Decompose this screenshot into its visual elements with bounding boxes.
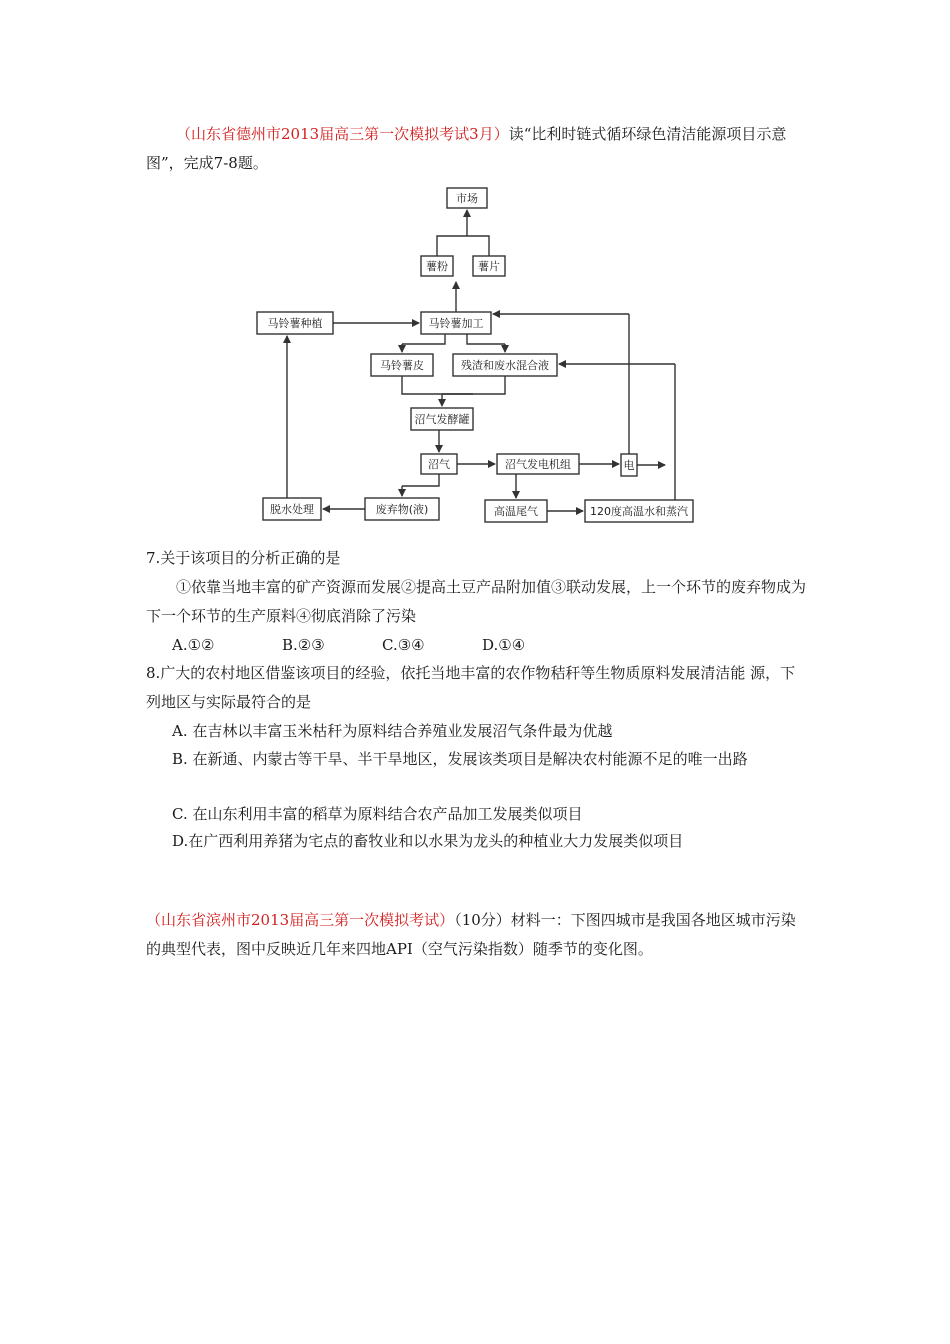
node-dewater xyxy=(263,498,321,520)
node-mix xyxy=(453,354,557,376)
node-generator xyxy=(497,454,579,474)
q8-stem: 8.广大的农村地区借鉴该项目的经验，依托当地丰富的农作物秸秆等生物质原料发展清洁能 源，下列地区与实际最符合的是 xyxy=(146,664,796,711)
svg-text:废弃物(液): 废弃物(液) xyxy=(375,503,429,516)
q8-option-b[interactable]: B. 在新通、内蒙古等干旱、半干旱地区，发展该类项目是解决农村能源不足的唯一出路 xyxy=(172,750,748,768)
node-planting xyxy=(257,312,333,334)
intro-text: 读“比利时链式循环绿色清洁能源项目示意图”，完成7-8题。 xyxy=(146,125,787,172)
node-starch xyxy=(421,256,453,276)
q7-options xyxy=(172,631,525,659)
svg-text:电: 电 xyxy=(623,459,635,472)
q7-stem: 7.关于该项目的分析正确的是 xyxy=(146,549,341,567)
svg-text:残渣和废水混合液: 残渣和废水混合液 xyxy=(461,359,549,372)
node-digester xyxy=(411,408,473,430)
svg-text:脱水处理: 脱水处理 xyxy=(270,503,314,516)
svg-text:沼气发酵罐: 沼气发酵罐 xyxy=(414,413,470,426)
material-source: （山东省滨州市2013届高三第一次模拟考试） xyxy=(146,911,455,929)
svg-text:120度高温水和蒸汽: 120度高温水和蒸汽 xyxy=(590,505,688,518)
svg-text:高温尾气: 高温尾气 xyxy=(494,505,538,518)
svg-text:薯粉: 薯粉 xyxy=(426,260,448,273)
q7-option-b[interactable]: B.②③ xyxy=(282,636,325,654)
svg-text:马铃薯加工: 马铃薯加工 xyxy=(428,317,484,330)
node-hotwater xyxy=(585,500,693,522)
q7-option-c[interactable]: C.③④ xyxy=(382,636,425,654)
material-text: （10分）材料一：下图四城市是我国各地区城市污染的典型代表，图中反映近几年来四地API（空气污染指数）随季节的变化图。 xyxy=(146,911,796,958)
node-chips xyxy=(473,256,505,276)
q8-option-d[interactable]: D.在广西利用养猪为宅点的畜牧业和以水果为龙头的种植业大力发展类似项目 xyxy=(172,832,684,850)
node-processing xyxy=(421,312,491,334)
q7-option-d[interactable]: D.①④ xyxy=(482,636,526,654)
q7-option-a[interactable]: A.①② xyxy=(172,636,215,654)
svg-text:市场: 市场 xyxy=(456,192,478,205)
svg-text:马铃薯皮: 马铃薯皮 xyxy=(380,359,424,372)
flow-diagram xyxy=(255,178,715,528)
node-electricity xyxy=(621,454,637,476)
svg-text:马铃薯种植: 马铃薯种植 xyxy=(267,317,323,330)
node-exhaust xyxy=(485,500,547,522)
q8-option-a[interactable]: A. 在吉林以丰富玉米枯秆为原料结合养殖业发展沼气条件最为优越 xyxy=(172,722,613,740)
node-waste xyxy=(365,498,439,520)
node-peel xyxy=(371,354,433,376)
node-biogas xyxy=(421,454,457,474)
material-paragraph xyxy=(146,906,806,964)
svg-text:薯片: 薯片 xyxy=(478,260,500,273)
q7-statements: ①依靠当地丰富的矿产资源而发展②提高土豆产品附加值③联动发展，上一个环节的废弃物成为下一个环节的生产原料④彻底消除了污染 xyxy=(146,578,807,625)
node-market xyxy=(447,188,487,208)
svg-text:沼气发电机组: 沼气发电机组 xyxy=(505,458,571,471)
intro-source: （山东省德州市2013届高三第一次模拟考试3月） xyxy=(176,125,509,143)
intro-paragraph xyxy=(146,120,806,178)
q8-option-c[interactable]: C. 在山东利用丰富的稻草为原料结合农产品加工发展类似项目 xyxy=(172,805,583,823)
svg-text:沼气: 沼气 xyxy=(428,458,450,471)
